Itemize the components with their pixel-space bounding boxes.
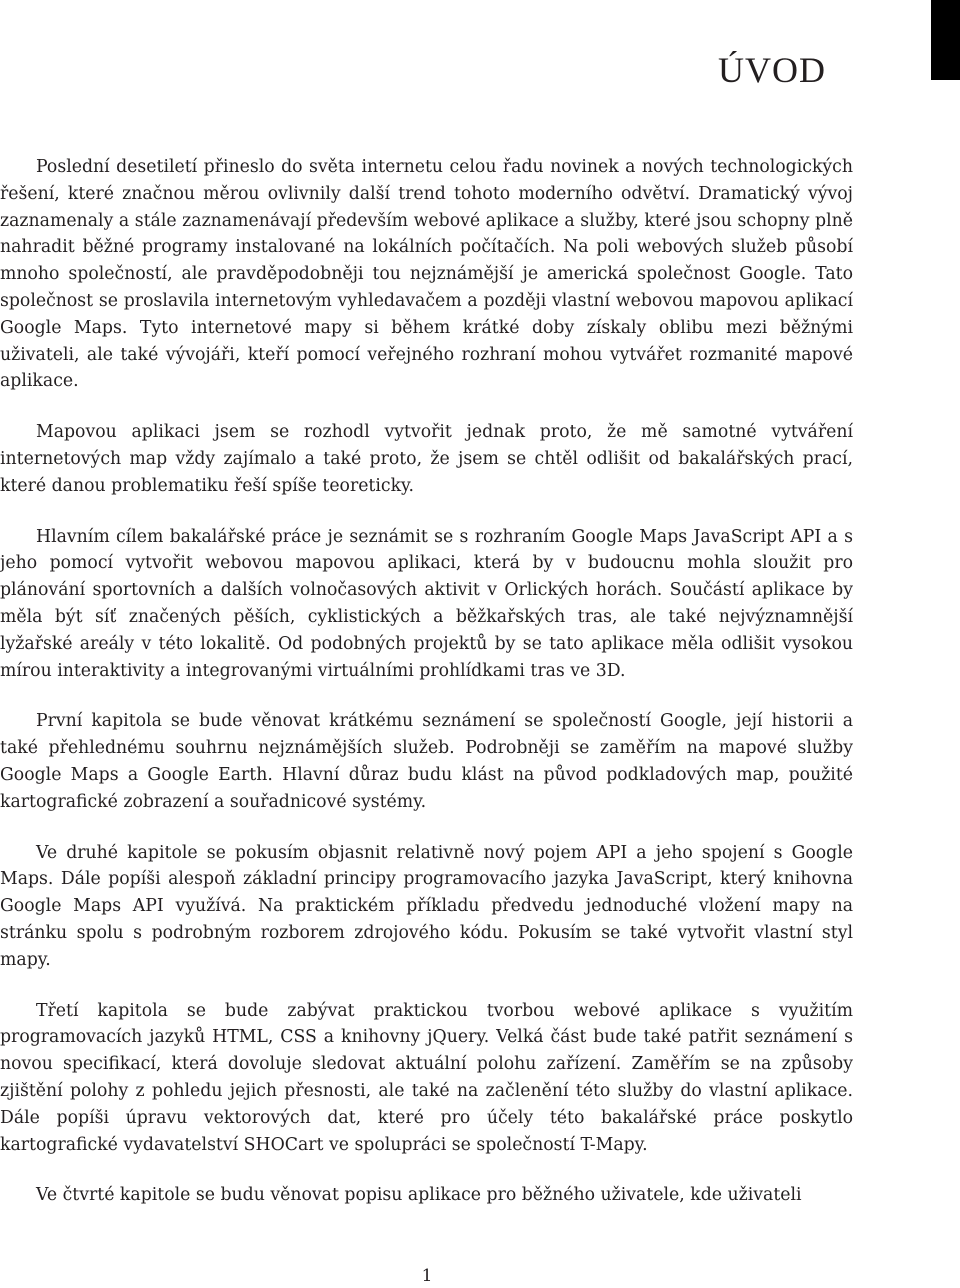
paragraph-1: Poslední desetiletí přineslo do světa internetu celou řadu novinek a nových technologických řešení, které značnou měrou ovlivnily další trend tohoto moderního odvětví. Dramatický vývoj zaznamenaly a stále zaznamenávají především webové aplikace a služby, které jsou schopny plně nahradit běžné programy instalované na lokálních počítačích. Na poli webových služeb působí mnoho společností, ale pravděpodobněji tou nejznámější je americká společnost Google. Tato společnost se proslavila internetovým vyhledavačem a později vlastní webovou mapovou aplikací Google Maps. Tyto internetové mapy si během krátké doby získaly oblibu mezi běžnými uživateli, ale také vývojáři, kteří pomocí veřejného rozhraní mohou vytvářet rozmanité mapové aplikace. (0, 157, 853, 392)
paragraph-3: Hlavním cílem bakalářské práce je seznámit se s rozhraním Google Maps JavaScript API a s jeho pomocí vytvořit webovou mapovou aplikaci, která by v budoucnu mohla sloužit pro plánování sportovních a dalších volnočasových aktivit v Orlických horách. Součástí aplikace by měla být síť značených pěších, cyklistických a běžkařských tras, ale také nejvýznamnější lyžařské areály v této lokalitě. Od podobných projektů by se tato aplikace měla odlišit vysokou mírou interaktivity a integrovanými virtuálními prohlídkami tras ve 3D. (0, 526, 853, 681)
paragraph-4: První kapitola se bude věnovat krátkému seznámení se společností Google, její historii a také přehlednému souhrnu nejznámějších služeb. Podrobněji se zaměřím na mapové služby Google Maps a Google Earth. Hlavní důraz budu klást na původ podkladových map, použité kartografické zobrazení a souřadnicové systémy. (0, 711, 853, 812)
chapter-title: ÚVOD (718, 50, 826, 90)
paragraph-7: Ve čtvrté kapitole se budu věnovat popisu aplikace pro běžného uživatele, kde uživateli (36, 1185, 802, 1206)
paragraph-6: Třetí kapitola se bude zabývat praktickou tvorbou webové aplikace s využitím programovacích jazyků HTML, CSS a knihovny jQuery. Velká část bude také patřit seznámení s novou specifikací, která dovoluje sledovat aktuální polohu zařízení. Zaměřím se na způsoby zjištění polohy z pohledu jejich přesnosti, ale také na začlenění této služby do vlastní aplikace. Dále popíši úpravu vektorových dat, které pro účely této bakalářské práce poskytlo kartografické vydavatelství SHOCart ve spolupráci se společností T-Mapy. (0, 1000, 853, 1155)
chapter-thumb-tab (931, 0, 960, 80)
body-text (0, 154, 853, 1233)
paragraph-2: Mapovou aplikaci jsem se rozhodl vytvořit jednak proto, že mě samotné vytváření internetových map vždy zajímalo a také proto, že jsem se chtěl odlišit od bakalářských prací, které danou problematiku řeší spíše teoreticky. (0, 422, 853, 496)
paragraph-5: Ve druhé kapitole se pokusím objasnit relativně nový pojem API a jeho spojení s Google Maps. Dále popíši alespoň základní principy programovacího jazyka JavaScript, který knihovna Google Maps API využívá. Na praktickém příkladu předvedu jednoduché vložení mapy na stránku spolu s podrobným rozborem zdrojového kódu. Pokusím se také vytvořit vlastní styl mapy. (0, 842, 853, 970)
page-number: 1 (421, 1266, 433, 1286)
